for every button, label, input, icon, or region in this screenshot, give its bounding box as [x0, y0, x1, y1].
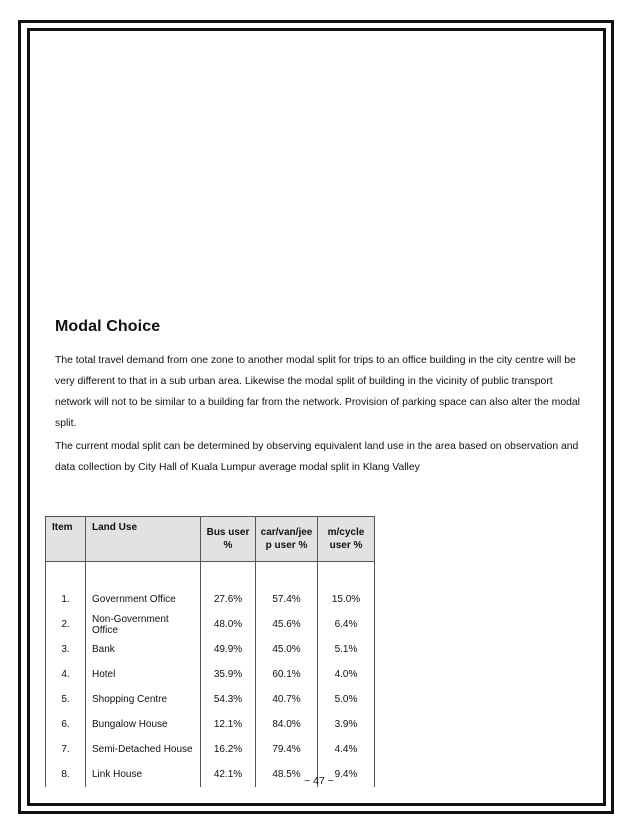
table-row	[46, 587, 375, 612]
paragraph-current-split: The current modal split can be determined by observing equivalent land use in the area based on observation and data collection by City Hall of Kuala Lumpur average modal split in Klang Valley	[55, 441, 579, 473]
cell-motorcycle-user: 5.0%	[318, 687, 375, 712]
cell-motorcycle-user: 5.1%	[318, 637, 375, 662]
cell-item: 4.	[46, 662, 86, 687]
cell-car-user: 40.7%	[256, 687, 318, 712]
section-heading: Modal Choice	[55, 318, 161, 335]
cell-item: 6.	[46, 712, 86, 737]
cell-bus-user: 12.1%	[201, 712, 256, 737]
cell-bus-user: 42.1%	[201, 762, 256, 787]
header-car-user: car/van/jee p user %	[256, 517, 318, 562]
table-row	[46, 712, 375, 737]
cell-car-user: 79.4%	[256, 737, 318, 762]
cell-land-use: Bungalow House	[86, 712, 201, 737]
cell-car-user: 60.1%	[256, 662, 318, 687]
cell-bus-user: 48.0%	[201, 612, 256, 637]
cell-land-use: Hotel	[86, 662, 201, 687]
header-motorcycle-user: m/cycle user %	[318, 517, 375, 562]
cell-car-user: 48.5%	[256, 762, 318, 787]
header-item: Item	[46, 517, 86, 562]
cell-item: 5.	[46, 687, 86, 712]
cell-motorcycle-user: 4.0%	[318, 662, 375, 687]
table-row	[46, 687, 375, 712]
cell-bus-user: 16.2%	[201, 737, 256, 762]
table-row	[46, 612, 375, 637]
cell-bus-user: 27.6%	[201, 587, 256, 612]
header-land-use: Land Use	[86, 517, 201, 562]
table-row	[46, 737, 375, 762]
cell-bus-user: 54.3%	[201, 687, 256, 712]
cell-item: 7.	[46, 737, 86, 762]
cell-car-user: 45.0%	[256, 637, 318, 662]
cell-bus-user: 49.9%	[201, 637, 256, 662]
cell-car-user: 45.6%	[256, 612, 318, 637]
cell-item: 1.	[46, 587, 86, 612]
cell-land-use: Semi-Detached House	[86, 737, 201, 762]
cell-item: 3.	[46, 637, 86, 662]
cell-motorcycle-user: 4.4%	[318, 737, 375, 762]
cell-item: 8.	[46, 762, 86, 787]
cell-motorcycle-user: 15.0%	[318, 587, 375, 612]
modal-split-table	[45, 516, 375, 787]
cell-land-use: Shopping Centre	[86, 687, 201, 712]
cell-motorcycle-user: 3.9%	[318, 712, 375, 737]
table-header-row	[46, 517, 375, 562]
cell-item: 2.	[46, 612, 86, 637]
paragraph-demand: The total travel demand from one zone to another modal split for trips to an office building in the city centre will be very different to that in a sub urban area. Likewise the modal split of building in the vicinity of public transport network will not to be similar to a building far from the network. Provision of parking space can also alter the modal split.	[55, 355, 580, 429]
cell-motorcycle-user: 6.4%	[318, 612, 375, 637]
cell-car-user: 84.0%	[256, 712, 318, 737]
cell-car-user: 57.4%	[256, 587, 318, 612]
table-row	[46, 637, 375, 662]
table-spacer-row	[46, 562, 375, 588]
cell-land-use: Non-Government Office	[86, 612, 201, 637]
cell-land-use: Government Office	[86, 587, 201, 612]
cell-bus-user: 35.9%	[201, 662, 256, 687]
cell-land-use: Link House	[86, 762, 201, 787]
page-number: ~ 47 ~	[304, 775, 334, 787]
table-row	[46, 662, 375, 687]
cell-motorcycle-user: 9.4%	[318, 762, 375, 787]
header-bus-user: Bus user %	[201, 517, 256, 562]
cell-land-use: Bank	[86, 637, 201, 662]
table-body	[46, 562, 375, 788]
